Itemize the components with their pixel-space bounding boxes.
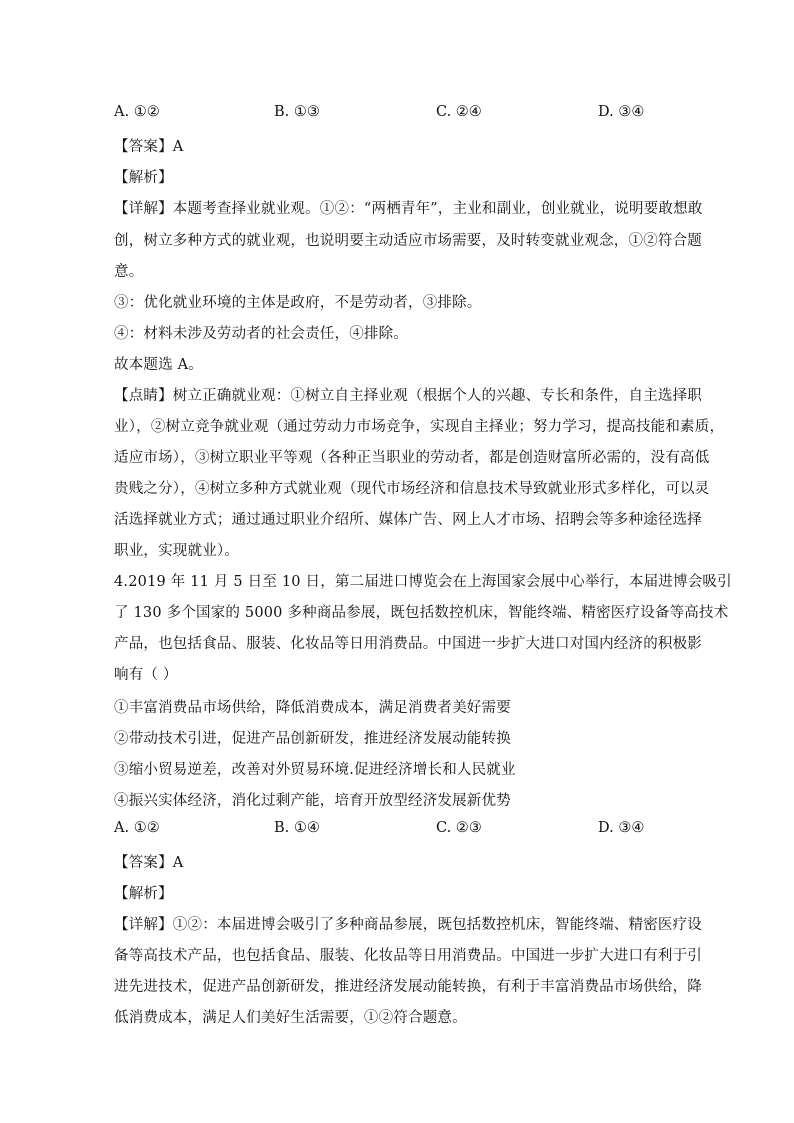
question-item: ①丰富消费品市场供给，降低消费成本，满足消费者美好需要 [114,700,511,716]
detail-line: 【详解】本题考查择业就业观。①②：“两栖青年”，主业和副业，创业就业，说明要敢想敢 [114,201,703,217]
answer-label: 【答案】A [114,139,184,155]
option-b: B. ①④ [274,820,320,836]
tip-line: 适应市场），③树立职业平等观（各种正当职业的劳动者，都是创造财富所必需的，没有高低 [114,450,710,466]
detail-line: 低消费成本，满足人们美好生活需要，①②符合题意。 [114,1010,467,1026]
tip-line: 业），②树立竞争就业观（通过劳动力市场竞争，实现自主择业；努力学习，提高技能和素质， [114,419,725,435]
question-item: ③缩小贸易逆差，改善对外贸易环境.促进经济增长和人民就业 [114,762,516,778]
option-a: A. ①② [114,104,160,120]
detail-line: 故本题选 A。 [114,357,203,373]
option-d: D. ③④ [598,104,645,120]
option-c: C. ②③ [436,820,482,836]
question-stem-line: 4.2019 年 11 月 5 日至 10 日，第二届进口博览会在上海国家会展中心举行，本届进博会吸引 [114,574,732,590]
question-item: ④振兴实体经济，消化过剩产能，培育开放型经济发展新优势 [114,793,511,809]
tip-line: 职业，实现就业）。 [114,543,240,559]
analysis-label: 【解析】 [114,170,173,186]
detail-line: 【详解】①②：本届进博会吸引了多种商品参展，既包括数控机床，智能终端、精密医疗设 [114,917,702,933]
question-item: ②带动技术引进，促进产品创新研发，推进经济发展动能转换 [114,731,511,747]
answer-label: 【答案】A [114,855,184,871]
tip-line: 贵贱之分），④树立多种方式就业观（现代市场经济和信息技术导致就业形式多样化，可以灵 [114,481,710,497]
tip-line: 活选择就业方式；通过通过职业介绍所、媒体广告、网上人才市场、招聘会等多种途径选择 [114,512,702,528]
detail-line: ③：优化就业环境的主体是政府，不是劳动者，③排除。 [114,295,482,311]
detail-line: ④：材料未涉及劳动者的社会责任，④排除。 [114,326,408,342]
detail-line: 备等高技术产品，也包括食品、服装、化妆品等日用消费品。中国进一步扩大进口有利于引 [114,948,702,964]
question-stem-line: 产品，也包括食品、服装、化妆品等日用消费品。中国进一步扩大进口对国内经济的积极影 [114,636,702,652]
detail-line: 意。 [114,264,144,280]
option-d: D. ③④ [598,820,645,836]
tip-line: 【点睛】树立正确就业观：①树立自主择业观（根据个人的兴趣、专长和条件，自主选择职 [114,388,702,404]
detail-line: 创，树立多种方式的就业观，也说明要主动适应市场需要，及时转变就业观念，①②符合题 [114,233,702,249]
question-stem-line: 响有（ ） [114,667,178,683]
question-stem-line: 了 130 多个国家的 5000 多种商品参展，既包括数控机床，智能终端、精密医疗设备等高技术 [114,605,729,621]
analysis-label: 【解析】 [114,886,173,902]
option-b: B. ①③ [274,104,320,120]
detail-line: 进先进技术，促进产品创新研发，推进经济发展动能转换，有利于丰富消费品市场供给，降 [114,979,702,995]
option-a: A. ①② [114,820,160,836]
option-c: C. ②④ [436,104,482,120]
